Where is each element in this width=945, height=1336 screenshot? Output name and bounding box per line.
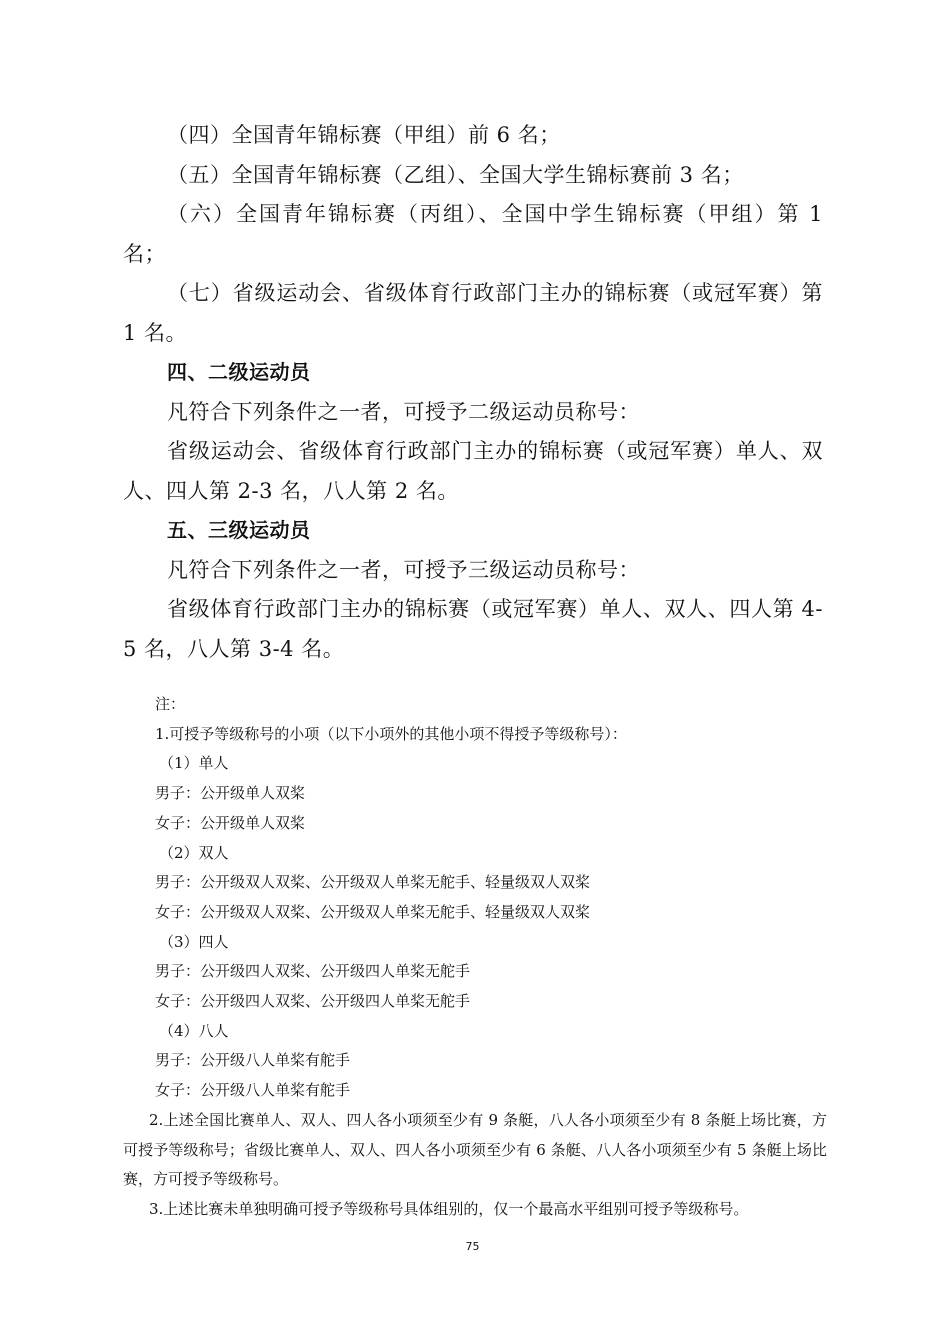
main-text — [123, 116, 823, 669]
paragraph-six: （六）全国青年锦标赛（丙组）、全国中学生锦标赛（甲组）第 1 名； — [123, 202, 823, 266]
note-line-double-women: 女子：公开级双人双桨、公开级双人单桨无舵手、轻量级双人双桨 — [155, 902, 591, 921]
note-item-3: 3.上述比赛未单独明确可授予等级称号具体组别的，仅一个最高水平组别可授予等级称号。 — [149, 1199, 749, 1218]
note-subitem-eight: （4）八人 — [159, 1021, 229, 1040]
paragraph-second-level-criteria: 省级运动会、省级体育行政部门主办的锦标赛（或冠军赛）单人、双人、四人第 2-3 名，八人第 2 名。 — [123, 439, 823, 503]
paragraph-four: （四）全国青年锦标赛（甲组）前 6 名； — [167, 123, 561, 147]
note-line-four-women: 女子：公开级四人双桨、公开级四人单桨无舵手 — [155, 992, 471, 1011]
note-subitem-four: （3）四人 — [159, 932, 229, 951]
notes-section — [123, 690, 827, 1225]
paragraph-third-level-intro: 凡符合下列条件之一者，可授予三级运动员称号： — [167, 557, 640, 582]
note-item-1: 1.可授予等级称号的小项（以下小项外的其他小项不得授予等级称号）： — [155, 724, 627, 743]
note-line-single-men: 男子：公开级单人双桨 — [155, 784, 306, 803]
note-line-eight-men: 男子：公开级八人单桨有舵手 — [155, 1051, 351, 1070]
paragraph-five: （五）全国青年锦标赛（乙组）、全国大学生锦标赛前 3 名； — [167, 162, 744, 187]
note-subitem-single: （1）单人 — [159, 754, 229, 773]
note-line-single-women: 女子：公开级单人双桨 — [155, 813, 306, 832]
section-heading-second-level: 四、二级运动员 — [167, 360, 311, 384]
section-heading-third-level: 五、三级运动员 — [167, 518, 311, 542]
paragraph-seven: （七）省级运动会、省级体育行政部门主办的锦标赛（或冠军赛）第 1 名。 — [123, 281, 823, 345]
note-line-eight-women: 女子：公开级八人单桨有舵手 — [155, 1081, 351, 1100]
page-number: 75 — [465, 1240, 480, 1253]
note-line-four-men: 男子：公开级四人双桨、公开级四人单桨无舵手 — [155, 962, 471, 981]
paragraph-second-level-intro: 凡符合下列条件之一者，可授予二级运动员称号： — [167, 399, 640, 424]
note-line-double-men: 男子：公开级双人双桨、公开级双人单桨无舵手、轻量级双人双桨 — [155, 873, 591, 892]
paragraph-third-level-criteria: 省级体育行政部门主办的锦标赛（或冠军赛）单人、双人、四人第 4-5 名，八人第 3-4 名。 — [123, 597, 823, 661]
note-item-2: 2.上述全国比赛单人、双人、四人各小项须至少有 9 条艇，八人各小项须至少有 8 条艇上场比赛，方可授予等级称号；省级比赛单人、双人、四人各小项须至少有 6 条艇、八人各小项须至少有 5 条艇上场比赛，方可授予等级称号。 — [123, 1110, 827, 1189]
note-subitem-double: （2）双人 — [159, 843, 229, 862]
notes-label: 注： — [155, 695, 186, 713]
